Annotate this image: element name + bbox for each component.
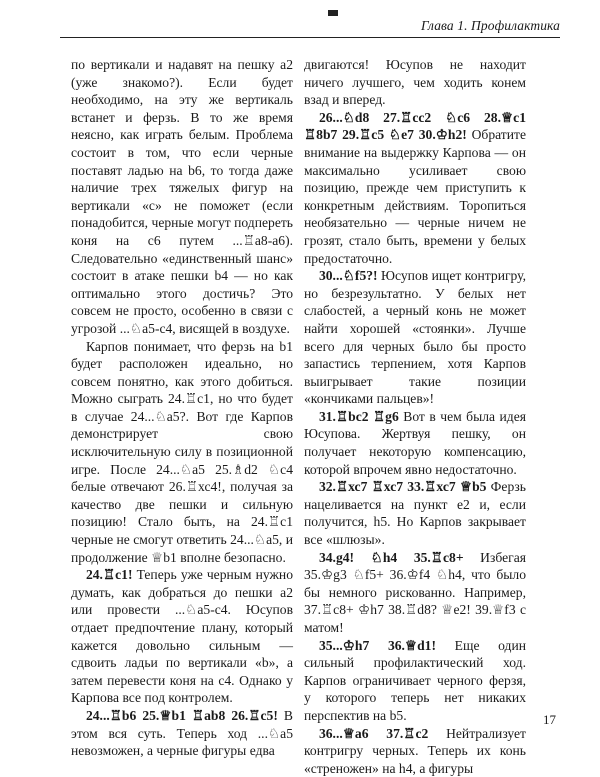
- paragraph-text: Еще один сильный профилактический ход. Карпов ограничивает черного ферзя, у которого теперь нет никаких перспектив на b5.: [304, 637, 526, 723]
- move-notation: 31.♖bc2 ♖g6: [318, 408, 399, 424]
- header-rule: [60, 37, 560, 38]
- right-column: [304, 56, 526, 777]
- running-header: [60, 10, 560, 38]
- paragraph: [304, 109, 526, 267]
- paragraph-text: Ферзь нацеливается на пункт е2 и, если получится, h5. Но Карпов закрывает все «шлюзы».: [304, 479, 526, 548]
- paragraph: [304, 725, 526, 777]
- paragraph-text: Избегая 35.♔g3 ♘f5+ 36.♔f4 ♘h4, что было бы немного рискованно. Например, 37.♖с8+ ♔h7 38.♖d8? ♕е2! 39.♕f3 с матом!: [304, 549, 526, 635]
- paragraph-text: Обратите внимание на выдержку Карпова — он максимально усиливает свою позицию, прежде чем приступить к конкретным действиям. Торопиться необязательно — черные ничем не грозят, стало быть, времени у белых предостаточно.: [304, 127, 526, 266]
- paragraph: [304, 549, 526, 637]
- move-notation: 36...♕а6 37.♖с2: [318, 725, 429, 741]
- move-notation: 24...♖b6 25.♕b1 ♖ab8 26.♖c5!: [85, 707, 278, 723]
- move-notation: 30...♘f5?!: [318, 268, 378, 284]
- paragraph-text: Вот в чем была идея Юсупова. Жертвуя пешку, он получает некоторую компенсацию, которой впрочем явно недостаточно.: [304, 408, 526, 477]
- paragraph-text: двигаются! Юсупов не находит ничего лучшего, чем ходить конем взад и вперед.: [304, 57, 526, 108]
- move-notation: 26...♘d8 27.♖сс2 ♘с6 28.♕с1 ♖8b7 29.♖с5 ♘е7 30.♔h2!: [304, 109, 526, 143]
- paragraph-text: Карпов понимает, что ферзь на b1 будет расположен идеально, но совсем понятно, как этого добиться. Можно сыграть 24.♖с1, но что будет в случае 24...♘а5?. Вот где Карпов демонстрирует свою исключительную силу в позиционной игре. После 24...♘а5 25.♗d2 ♘с4 белые отвечают 26.♖хс4!, получая за качество две пешки и сильную позицию! Стало быть, на 24.♖с1 черные не смогут ответить 24...♘а5, и продолжение ♕b1 вполне безопасно.: [71, 338, 293, 565]
- header-mark: [328, 10, 338, 16]
- page-number: 17: [543, 712, 556, 727]
- paragraph: [304, 637, 526, 725]
- paragraph-text: В этом вся суть. Теперь ход ...♘а5 невозможен, а черные фигуры едва: [71, 707, 293, 759]
- paragraph-text: Юсупов ищет контригру, но безрезультатно. У белых нет слабостей, а черный конь не может найти хорошей «стоянки». Лучше всего для черных было бы просто запастись терпением, хотя Карпов выигрывает такие позиции «кончиками пальцев»!: [304, 268, 526, 407]
- move-notation: 35...♔h7 36.♕d1!: [318, 637, 437, 653]
- paragraph: [71, 707, 293, 760]
- paragraph: [71, 338, 293, 567]
- paragraph-text: Нейтрализует контригру черных. Теперь их конь «стреножен» на h4, а фигуры: [304, 725, 526, 776]
- left-column: [71, 56, 293, 760]
- move-notation: 34.g4! ♘h4 35.♖с8+: [318, 549, 464, 565]
- paragraph: [304, 56, 526, 109]
- paragraph: [71, 566, 293, 707]
- paragraph: [304, 267, 526, 408]
- paragraph-text: Теперь уже черным нужно думать, как добраться до пешки а2 или провести ...♘а5-с4. Юсупов отдает предпочтение плану, который кажется довольно сильным — сдвоить ладьи по вертикали «b», а затем перевести коня на с4. Однако у Карпова все под контролем.: [71, 567, 293, 706]
- move-notation: 24.♖с1!: [85, 567, 133, 583]
- paragraph-text: по вертикали и надавят на пешку а2 (уже знакомо?). Если будет необходимо, на эту же вертикаль встанет и ферзь. В то же время неясно, как играть белым. Проблема состоит в том, что если черные поставят ладью на b6, то тогда даже наличие трех тяжелых фигур на вертикали «с» не поможет (если понадобится, черные могут подпереть коня на с6 путем ...♖а8-а6). Следовательно «единственный шанс» состоит в атаке пешки b4 — но как оптимально этого достичь? Это совсем не просто, особенно в связи с угрозой ...♘а5-с4, висящей в воздухе.: [71, 57, 293, 336]
- move-notation: 32.♖хс7 ♖хс7 33.♖хс7 ♕b5: [318, 479, 487, 495]
- paragraph: [71, 56, 293, 338]
- paragraph: [304, 478, 526, 548]
- chapter-title: Глава 1. Профилактика: [420, 18, 560, 33]
- paragraph: [304, 408, 526, 478]
